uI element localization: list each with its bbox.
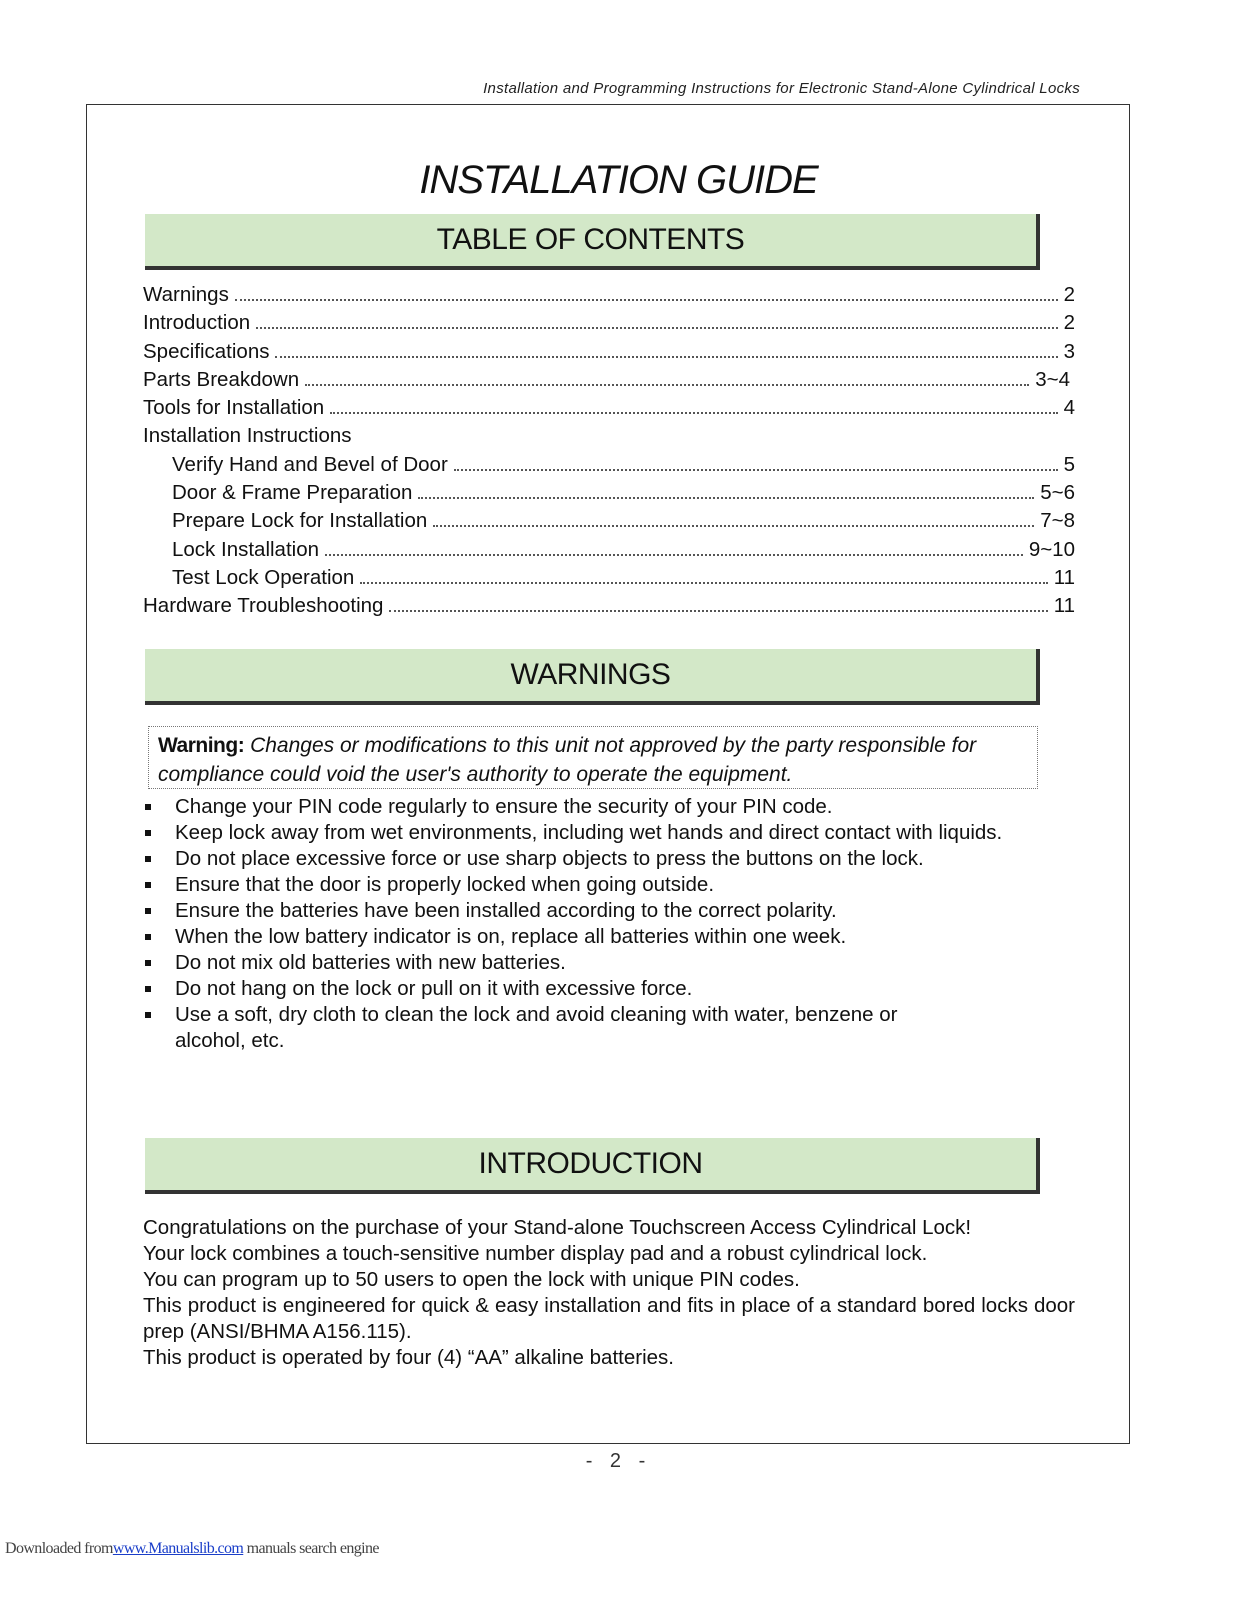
toc-entry-door-frame-prep[interactable] bbox=[143, 481, 1075, 509]
toc-leader-dots bbox=[305, 384, 1029, 386]
download-footer bbox=[5, 1540, 379, 1558]
toc-entry-prepare-lock[interactable] bbox=[143, 509, 1075, 537]
list-item bbox=[140, 924, 1040, 950]
toc-entry-parts-breakdown[interactable] bbox=[143, 368, 1070, 396]
toc-entry-hardware-troubleshooting[interactable] bbox=[143, 594, 1075, 622]
toc-leader-dots bbox=[360, 582, 1047, 584]
intro-paragraph: Your lock combines a touch-sensitive number display pad and a robust cylindrical lock. bbox=[143, 1242, 928, 1265]
toc-entry-page: 9~10 bbox=[1028, 537, 1075, 561]
toc-entry-introduction[interactable] bbox=[143, 311, 1075, 339]
toc-leader-dots bbox=[389, 610, 1047, 612]
toc-entry-page: 7~8 bbox=[1040, 509, 1075, 533]
toc-entry-specifications[interactable] bbox=[143, 340, 1075, 368]
toc-entry-tools[interactable] bbox=[143, 396, 1075, 424]
toc-leader-dots bbox=[454, 469, 1058, 471]
toc-entry-label: Installation Instructions bbox=[143, 424, 352, 448]
bullet-square-icon bbox=[145, 804, 151, 810]
warnings-banner: WARNINGS bbox=[145, 649, 1040, 705]
toc-entry-label: Warnings bbox=[143, 283, 229, 306]
toc-leader-dots bbox=[418, 497, 1034, 499]
warning-lead: Warning: bbox=[158, 734, 245, 757]
bullet-square-icon bbox=[145, 960, 151, 966]
intro-paragraph: This product is engineered for quick & easy installation and fits in place of a standard bored locks door prep (ANSI/BHMA A156.115). bbox=[143, 1294, 1075, 1343]
toc-entry-label: Test Lock Operation bbox=[172, 565, 355, 589]
intro-paragraph: Congratulations on the purchase of your Stand-alone Touchscreen Access Cylindrical Lock! bbox=[143, 1216, 972, 1239]
list-item bbox=[140, 846, 1040, 872]
toc-entry-installation-instructions[interactable] bbox=[143, 424, 1075, 452]
toc-entry-label: Door & Frame Preparation bbox=[172, 481, 413, 505]
introduction-text bbox=[143, 1215, 1075, 1371]
toc-entry-label: Specifications bbox=[143, 339, 270, 363]
bullet-square-icon bbox=[145, 934, 151, 940]
list-item bbox=[140, 950, 1040, 976]
list-item-text: Keep lock away from wet environments, including wet hands and direct contact with liquids. bbox=[175, 821, 1003, 844]
running-header: Installation and Programming Instructions for Electronic Stand-Alone Cylindrical Locks bbox=[483, 80, 1080, 97]
intro-paragraph: You can program up to 50 users to open the lock with unique PIN codes. bbox=[143, 1268, 800, 1291]
toc-entry-label: Prepare Lock for Installation bbox=[172, 509, 428, 533]
toc-entry-page: 4 bbox=[1063, 396, 1075, 420]
toc-entry-page: 2 bbox=[1063, 283, 1075, 306]
list-item-text: Do not mix old batteries with new batteries. bbox=[175, 951, 566, 974]
toc-entry-test-lock[interactable] bbox=[143, 566, 1075, 594]
toc-entry-page: 11 bbox=[1053, 565, 1075, 589]
toc-entry-page: 11 bbox=[1053, 594, 1075, 618]
toc-entry-page: 2 bbox=[1063, 311, 1075, 335]
footer-suffix: manuals search engine bbox=[243, 1540, 379, 1557]
intro-paragraph: This product is operated by four (4) “AA” alkaline batteries. bbox=[143, 1346, 674, 1369]
bullet-square-icon bbox=[145, 1012, 151, 1018]
manualslib-link[interactable]: www.Manualslib.com bbox=[112, 1540, 244, 1557]
warnings-list bbox=[140, 794, 1040, 1054]
list-item-text: Do not place excessive force or use sharp objects to press the buttons on the lock. bbox=[175, 847, 924, 870]
table-of-contents bbox=[143, 283, 1075, 623]
toc-entry-page: 3~4 bbox=[1035, 367, 1070, 391]
toc-entry-page: 5~6 bbox=[1040, 481, 1075, 505]
toc-entry-warnings[interactable] bbox=[143, 283, 1075, 311]
toc-entry-label: Hardware Troubleshooting bbox=[143, 594, 384, 618]
list-item bbox=[140, 820, 1040, 846]
bullet-square-icon bbox=[145, 908, 151, 914]
toc-entry-label: Verify Hand and Bevel of Door bbox=[172, 452, 448, 476]
toc-leader-dots bbox=[256, 327, 1057, 329]
page-number: - 2 - bbox=[585, 1450, 652, 1472]
toc-entry-label: Introduction bbox=[143, 311, 251, 335]
toc-entry-lock-installation[interactable] bbox=[143, 538, 1075, 566]
bullet-square-icon bbox=[145, 856, 151, 862]
list-item bbox=[140, 1002, 945, 1054]
toc-entry-page: 3 bbox=[1063, 339, 1075, 363]
compliance-warning-box bbox=[148, 726, 1038, 789]
footer-prefix: Downloaded from bbox=[5, 1540, 113, 1557]
list-item bbox=[140, 794, 1040, 820]
toc-entry-verify-hand[interactable] bbox=[143, 453, 1075, 481]
warning-text: Changes or modifications to this unit not approved by the party responsible for compliance could void the user's authority to operate the equipment. bbox=[158, 734, 977, 786]
introduction-banner: INTRODUCTION bbox=[145, 1138, 1040, 1194]
toc-leader-dots bbox=[330, 412, 1057, 414]
toc-leader-dots bbox=[433, 525, 1034, 527]
toc-entry-page: 5 bbox=[1063, 452, 1075, 476]
list-item-text: Ensure the batteries have been installed according to the correct polarity. bbox=[175, 899, 837, 922]
list-item-text: Use a soft, dry cloth to clean the lock and avoid cleaning with water, benzene or alcohol, etc. bbox=[175, 1003, 898, 1052]
bullet-square-icon bbox=[145, 986, 151, 992]
bullet-square-icon bbox=[145, 882, 151, 888]
bullet-square-icon bbox=[145, 830, 151, 836]
toc-leader-dots bbox=[275, 356, 1057, 358]
list-item bbox=[140, 872, 1040, 898]
list-item-text: When the low battery indicator is on, replace all batteries within one week. bbox=[175, 925, 847, 948]
document-title: INSTALLATION GUIDE bbox=[419, 158, 818, 202]
toc-leader-dots bbox=[235, 299, 1058, 301]
toc-banner: TABLE OF CONTENTS bbox=[145, 214, 1040, 270]
list-item-text: Do not hang on the lock or pull on it with excessive force. bbox=[175, 977, 693, 1000]
toc-entry-label: Lock Installation bbox=[172, 537, 320, 561]
list-item-text: Ensure that the door is properly locked when going outside. bbox=[175, 873, 715, 896]
list-item bbox=[140, 898, 1040, 924]
list-item bbox=[140, 976, 1040, 1002]
list-item-text: Change your PIN code regularly to ensure the security of your PIN code. bbox=[175, 795, 833, 818]
toc-entry-label: Parts Breakdown bbox=[143, 367, 300, 391]
toc-entry-label: Tools for Installation bbox=[143, 396, 325, 420]
toc-leader-dots bbox=[325, 554, 1023, 556]
